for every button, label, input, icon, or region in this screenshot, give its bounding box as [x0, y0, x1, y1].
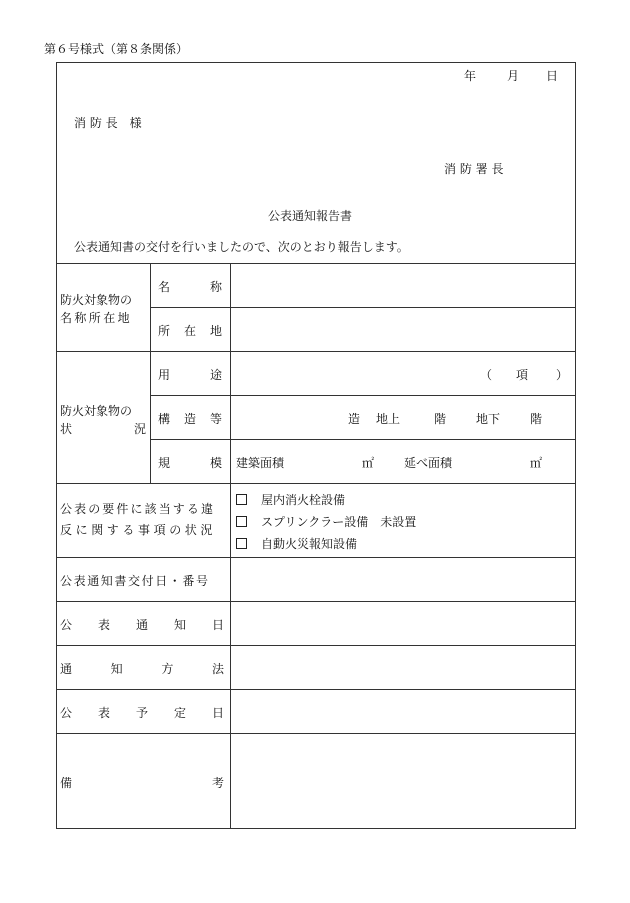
label-char: 予	[135, 706, 148, 720]
label-delivery-date: 公表通知書交付日・番号	[60, 574, 210, 588]
usage-paren-open: （	[480, 368, 493, 382]
label-char: 名	[158, 280, 171, 294]
label-char: 定	[173, 706, 186, 720]
date-day: 日	[546, 69, 559, 83]
planned-date-field[interactable]	[231, 690, 575, 733]
violation-label-line1: 公表の要件に該当する違	[60, 502, 216, 516]
violation-item-label: 屋内消火栓設備	[261, 493, 346, 507]
form-caption: 第６号様式（第８条関係）	[44, 42, 189, 56]
label-char: 方	[161, 662, 174, 676]
label-char: 況	[133, 422, 146, 436]
divider	[56, 483, 576, 484]
label-usage	[158, 366, 222, 383]
label-char: 公	[60, 706, 73, 720]
violation-item-sprinkler[interactable]	[236, 513, 416, 530]
form-intro: 公表通知書の交付を行いましたので、次のとおり報告します。	[74, 240, 409, 254]
label-char: 知	[173, 618, 186, 632]
date-month: 月	[507, 69, 520, 83]
structure-below-ground: 地下	[476, 412, 501, 426]
sender: 消 防 署 長	[444, 162, 504, 176]
label-remarks	[60, 774, 224, 791]
label-char: 称	[209, 280, 222, 294]
violation-item-label: 自動火災報知設備	[261, 537, 358, 551]
violation-item-indoor-hydrant[interactable]	[236, 491, 345, 508]
label-char: 日	[211, 618, 224, 632]
violation-label-line2: 反に関する事項の状況	[60, 523, 217, 537]
checkbox-icon[interactable]	[236, 516, 247, 527]
structure-above-ground: 地上	[376, 412, 401, 426]
notice-method-field[interactable]	[231, 646, 575, 689]
structure-floors-above: 階	[434, 412, 447, 426]
label-text: 防火対象物の	[60, 404, 133, 418]
label-char: 備	[60, 776, 73, 790]
checkbox-icon[interactable]	[236, 494, 247, 505]
floor-area-label: 延べ面積	[404, 456, 453, 470]
violation-item-label: スプリンクラー設備 未設置	[261, 515, 417, 529]
label-char: 表	[97, 618, 110, 632]
structure-floors-below: 階	[530, 412, 543, 426]
label-char: 日	[211, 706, 224, 720]
label-structure	[158, 410, 222, 427]
label-location	[158, 322, 222, 339]
label-char: 考	[211, 776, 224, 790]
label-char: 規	[158, 456, 171, 470]
label-char: 地	[209, 324, 222, 338]
building-area-unit: ㎡	[362, 456, 375, 470]
label-object-name-line1	[60, 291, 146, 308]
label-name	[158, 278, 222, 295]
label-char: 所	[158, 324, 171, 338]
label-char: 知	[110, 662, 123, 676]
label-char: 通	[60, 662, 73, 676]
floor-area-unit: ㎡	[530, 456, 543, 470]
label-char: 模	[209, 456, 222, 470]
structure-field[interactable]	[231, 396, 575, 439]
violation-item-fire-alarm[interactable]	[236, 535, 357, 552]
notice-date-field[interactable]	[231, 602, 575, 645]
label-scale	[158, 454, 222, 471]
label-char: 法	[211, 662, 224, 676]
building-area-label: 建築面積	[236, 456, 285, 470]
divider	[150, 263, 151, 483]
label-char: 公	[60, 618, 73, 632]
label-text: 防火対象物の	[60, 293, 133, 307]
label-text: 名称所在地	[60, 311, 133, 325]
form-title: 公表通知報告書	[268, 209, 353, 223]
name-field[interactable]	[231, 264, 575, 307]
label-char: 構	[158, 412, 171, 426]
label-notice-date	[60, 616, 224, 633]
delivery-date-field[interactable]	[231, 558, 575, 601]
date-year: 年	[464, 69, 477, 83]
usage-item-label: 項	[516, 368, 529, 382]
label-object-status-line1	[60, 402, 146, 419]
label-notice-method	[60, 660, 224, 677]
structure-zou: 造	[348, 412, 361, 426]
label-char: 表	[97, 706, 110, 720]
addressee: 消 防 長 様	[74, 116, 142, 130]
location-field[interactable]	[231, 308, 575, 351]
label-char: 用	[158, 368, 171, 382]
label-char: 状	[60, 422, 73, 436]
label-char: 通	[135, 618, 148, 632]
usage-paren-close: ）	[556, 368, 569, 382]
label-object-status-line2	[60, 420, 146, 437]
remarks-field[interactable]	[231, 734, 575, 828]
label-planned-date	[60, 704, 224, 721]
label-char: 造	[183, 412, 196, 426]
label-object-name-line2	[60, 309, 146, 326]
checkbox-icon[interactable]	[236, 538, 247, 549]
label-char: 等	[209, 412, 222, 426]
label-char: 途	[209, 368, 222, 382]
label-char: 在	[183, 324, 196, 338]
